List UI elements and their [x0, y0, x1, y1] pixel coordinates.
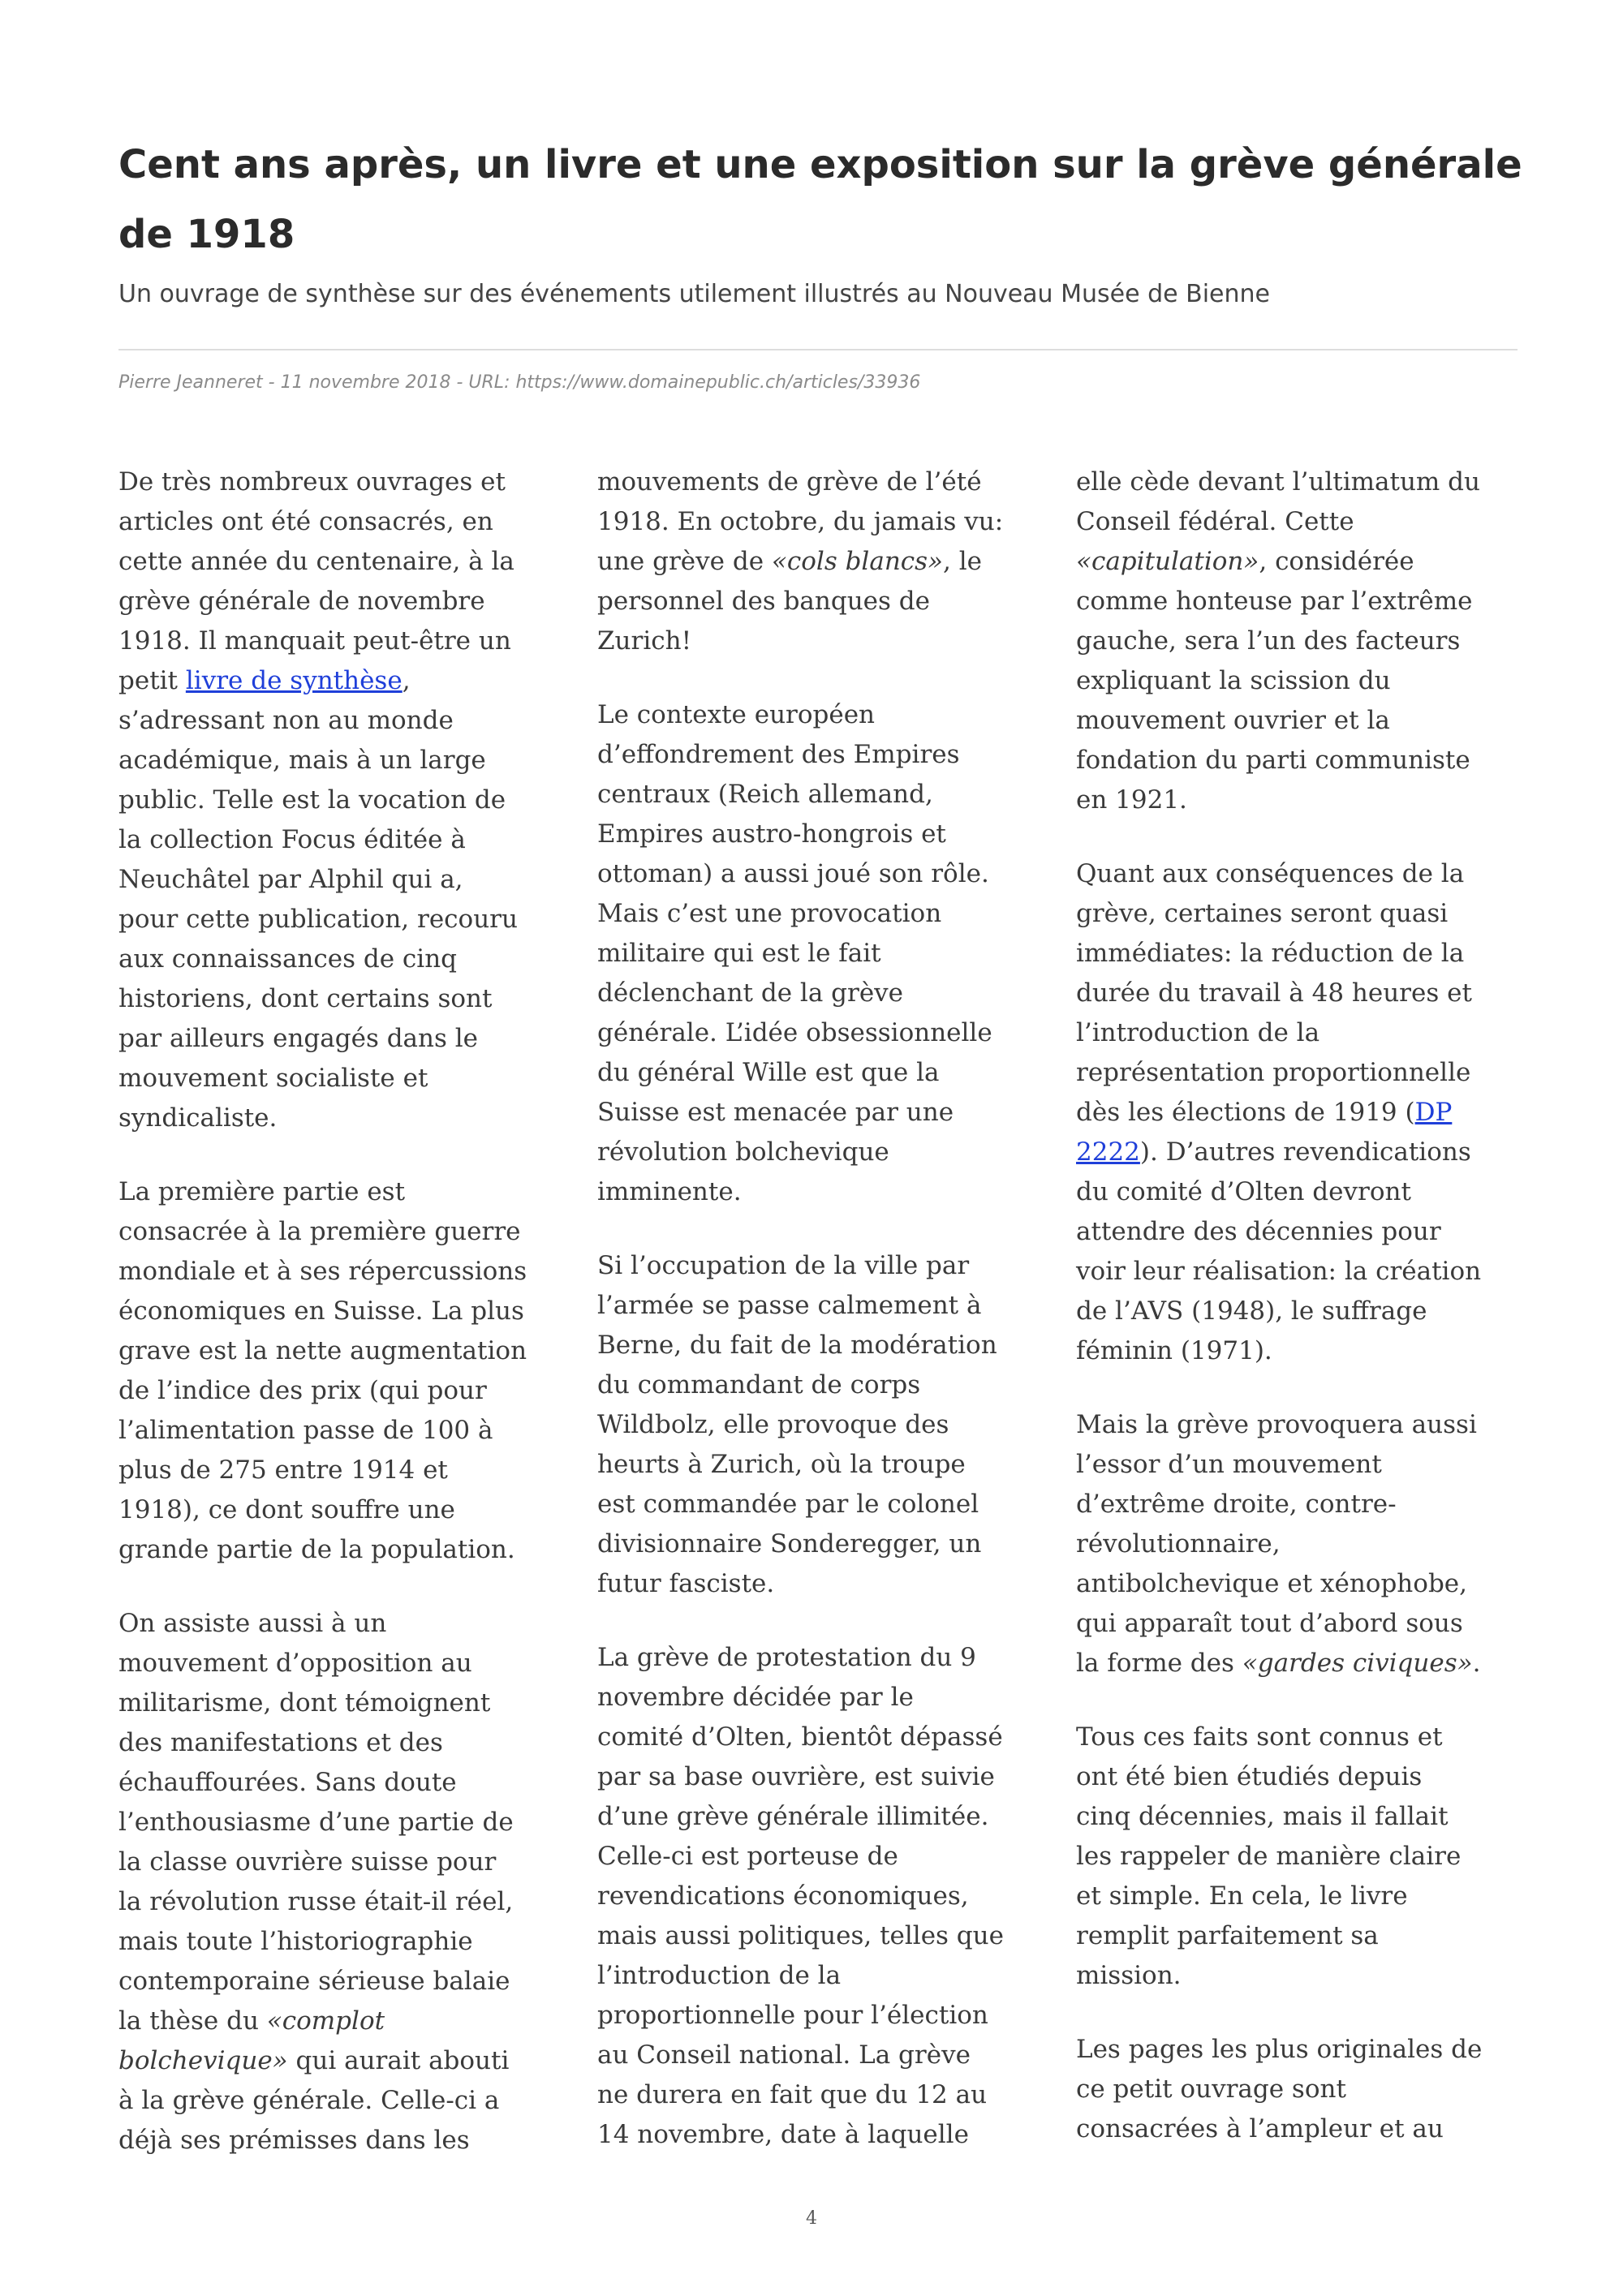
- text-fragment: la forme des: [1076, 1649, 1242, 1678]
- text-line: cinq décennies, mais il fallait: [1076, 1802, 1449, 1831]
- paragraph-gap: [118, 1570, 573, 1604]
- paragraph: [118, 462, 573, 1138]
- text-line: attendre des décennies pour: [1076, 1217, 1441, 1246]
- text-line: elle cède devant l’ultimatum du: [1076, 467, 1480, 497]
- text-line: la classe ouvrière suisse pour: [118, 1847, 497, 1877]
- text-line: ont été bien étudiés depuis: [1076, 1762, 1423, 1791]
- text-line: plus de 275 entre 1914 et: [118, 1455, 448, 1485]
- paragraph: [1076, 2030, 1530, 2149]
- text-line: mouvement socialiste et: [118, 1064, 428, 1093]
- text-line: [118, 2041, 573, 2081]
- paragraph-gap: [1076, 820, 1530, 854]
- paragraph: [597, 462, 1052, 661]
- text-line: imminente.: [597, 1177, 742, 1206]
- text-line: grève, certaines seront quasi: [1076, 899, 1449, 928]
- text-line: Wildbolz, elle provoque des: [597, 1410, 949, 1439]
- text-line: Les pages les plus originales de: [1076, 2035, 1483, 2064]
- text-line: échauffourées. Sans doute: [118, 1768, 457, 1797]
- emphasis-text: «complot: [266, 2006, 385, 2036]
- text-line: comme honteuse par l’extrême: [1076, 587, 1473, 616]
- emphasis-text: «capitulation»: [1076, 547, 1259, 576]
- text-line: mouvement ouvrier et la: [1076, 706, 1390, 735]
- text-line: proportionnelle pour l’élection: [597, 2001, 988, 2030]
- text-line: immédiates: la réduction de la: [1076, 939, 1465, 968]
- text-line: qui apparaît tout d’abord sous: [1076, 1609, 1463, 1638]
- text-line: fondation du parti communiste: [1076, 746, 1470, 775]
- text-line: aux connaissances de cinq: [118, 944, 458, 974]
- emphasis-text: «gardes civiques»: [1242, 1649, 1473, 1678]
- text-line: expliquant la scission du: [1076, 666, 1391, 695]
- paragraph-gap: [597, 1604, 1052, 1638]
- text-line: représentation proportionnelle: [1076, 1058, 1471, 1087]
- text-line: déjà ses prémisses dans les: [118, 2126, 470, 2155]
- paragraph: [597, 1638, 1052, 2155]
- text-line: La première partie est: [118, 1177, 406, 1206]
- text-line: Tous ces faits sont connus et: [1076, 1722, 1443, 1752]
- text-line: générale. L’idée obsessionnelle: [597, 1018, 992, 1047]
- article-subtitle: Un ouvrage de synthèse sur des événements utilement illustrés au Nouveau Musée de Bienne: [118, 280, 1270, 308]
- text-line: déclenchant de la grève: [597, 978, 904, 1008]
- paragraph: [1076, 854, 1530, 1371]
- text-line: heurts à Zurich, où la troupe: [597, 1450, 966, 1479]
- text-line: consacrées à l’ampleur et au: [1076, 2114, 1444, 2143]
- text-line: historiens, dont certains sont: [118, 984, 493, 1013]
- text-line: personnel des banques de: [597, 587, 930, 616]
- text-line: d’une grève générale illimitée.: [597, 1802, 989, 1831]
- text-line: de l’indice des prix (qui pour: [118, 1376, 487, 1405]
- text-fragment: petit: [118, 666, 186, 695]
- paragraph: [118, 1172, 573, 1570]
- emphasis-text: «cols blancs»: [771, 547, 944, 576]
- text-line: ce petit ouvrage sont: [1076, 2075, 1346, 2104]
- text-line: consacrée à la première guerre: [118, 1217, 521, 1246]
- text-line: révolutionnaire,: [1076, 1529, 1281, 1559]
- text-line: grave est la nette augmentation: [118, 1336, 527, 1365]
- text-line: militarisme, dont témoignent: [118, 1688, 491, 1718]
- text-line: syndicaliste.: [118, 1103, 278, 1133]
- text-line: Mais la grève provoquera aussi: [1076, 1410, 1477, 1439]
- text-line: pour cette publication, recouru: [118, 905, 518, 934]
- text-line: [597, 542, 1052, 582]
- text-column-3: [1076, 462, 1530, 2149]
- text-line: Empires austro-hongrois et: [597, 819, 946, 849]
- article-title-line-1: Cent ans après, un livre et une exposition sur la grève générale: [118, 142, 1522, 187]
- text-fragment: ,: [402, 666, 411, 695]
- text-fragment: qui aurait abouti: [287, 2046, 510, 2075]
- text-fragment: dès les élections de 1919 (: [1076, 1098, 1415, 1127]
- dp-2222-link[interactable]: DP: [1414, 1098, 1453, 1127]
- paragraph: [1076, 462, 1530, 820]
- text-line: du commandant de corps: [597, 1370, 921, 1400]
- text-line: grève générale de novembre: [118, 587, 485, 616]
- text-line: l’introduction de la: [597, 1961, 842, 1990]
- text-line: public. Telle est la vocation de: [118, 785, 506, 815]
- text-line: de l’AVS (1948), le suffrage: [1076, 1296, 1427, 1326]
- paragraph-gap: [597, 1212, 1052, 1246]
- text-line: [118, 2001, 573, 2041]
- paragraph-gap: [1076, 1683, 1530, 1718]
- text-line: futur fasciste.: [597, 1569, 775, 1598]
- text-line: mondiale et à ses répercussions: [118, 1257, 527, 1286]
- text-line: féminin (1971).: [1076, 1336, 1272, 1365]
- text-line: Neuchâtel par Alphil qui a,: [118, 865, 463, 894]
- text-line: gauche, sera l’un des facteurs: [1076, 626, 1461, 656]
- text-column-2: [597, 462, 1052, 2155]
- text-line: centraux (Reich allemand,: [597, 780, 933, 809]
- text-line: 1918. En octobre, du jamais vu:: [597, 507, 1004, 536]
- article-meta: Pierre Jeanneret - 11 novembre 2018 - URL: https://www.domainepublic.ch/articles/33936: [118, 372, 921, 393]
- text-line: De très nombreux ouvrages et: [118, 467, 506, 497]
- text-fragment: une grève de: [597, 547, 772, 576]
- text-line: novembre décidée par le: [597, 1683, 914, 1712]
- text-line: en 1921.: [1076, 785, 1187, 815]
- paragraph-gap: [597, 661, 1052, 695]
- text-line: est commandée par le colonel: [597, 1490, 979, 1519]
- paragraph-gap: [118, 1138, 573, 1172]
- text-line: Celle-ci est porteuse de: [597, 1842, 898, 1871]
- paragraph: [597, 695, 1052, 1212]
- text-line: l’alimentation passe de 100 à: [118, 1416, 493, 1445]
- article-title-line-2: de 1918: [118, 212, 295, 257]
- text-line: mouvements de grève de l’été: [597, 467, 982, 497]
- text-line: 1918. Il manquait peut-être un: [118, 626, 511, 656]
- text-line: Suisse est menacée par une: [597, 1098, 954, 1127]
- text-line: durée du travail à 48 heures et: [1076, 978, 1472, 1008]
- text-line: grande partie de la population.: [118, 1535, 515, 1564]
- paragraph: [1076, 1718, 1530, 1996]
- text-line: La grève de protestation du 9: [597, 1643, 976, 1672]
- header-divider: [118, 349, 1518, 350]
- text-line: militaire qui est le fait: [597, 939, 881, 968]
- text-line: révolution bolchevique: [597, 1137, 889, 1167]
- text-line: par ailleurs engagés dans le: [118, 1024, 479, 1053]
- text-line: cette année du centenaire, à la: [118, 547, 514, 576]
- text-line: articles ont été consacrés, en: [118, 507, 493, 536]
- text-line: 14 novembre, date à laquelle: [597, 2120, 969, 2149]
- text-line: la collection Focus éditée à: [118, 825, 466, 854]
- text-line: mais toute l’historiographie: [118, 1927, 473, 1956]
- text-line: [118, 661, 573, 701]
- text-line: On assiste aussi à un: [118, 1609, 387, 1638]
- text-line: mais aussi politiques, telles que: [597, 1921, 1004, 1950]
- text-line: d’effondrement des Empires: [597, 740, 960, 769]
- text-line: du comité d’Olten devront: [1076, 1177, 1411, 1206]
- text-line: revendications économiques,: [597, 1881, 969, 1911]
- text-line: Quant aux conséquences de la: [1076, 859, 1465, 888]
- text-line: remplit parfaitement sa: [1076, 1921, 1379, 1950]
- text-fragment: , considérée: [1259, 547, 1414, 576]
- text-line: divisionnaire Sonderegger, un: [597, 1529, 982, 1559]
- article-title: [118, 130, 1530, 269]
- text-line: mouvement d’opposition au: [118, 1649, 472, 1678]
- text-fragment: la thèse du: [118, 2006, 267, 2036]
- text-line: antibolchevique et xénophobe,: [1076, 1569, 1467, 1598]
- text-line: s’adressant non au monde: [118, 706, 454, 735]
- text-line: l’essor d’un mouvement: [1076, 1450, 1382, 1479]
- text-line: les rappeler de manière claire: [1076, 1842, 1462, 1871]
- text-line: des manifestations et des: [118, 1728, 443, 1757]
- text-line: Si l’occupation de la ville par: [597, 1251, 970, 1280]
- dp-2222-link-continued[interactable]: 2222: [1076, 1137, 1140, 1167]
- text-line: comité d’Olten, bientôt dépassé: [597, 1722, 1003, 1752]
- livre-de-synthese-link[interactable]: livre de synthèse: [185, 666, 403, 695]
- text-line: Mais c’est une provocation: [597, 899, 942, 928]
- text-line: Conseil fédéral. Cette: [1076, 507, 1354, 536]
- text-fragment: , le: [943, 547, 982, 576]
- paragraph: [1076, 1405, 1530, 1683]
- text-line: la révolution russe était-il réel,: [118, 1887, 514, 1916]
- text-line: ottoman) a aussi joué son rôle.: [597, 859, 989, 888]
- paragraph-gap: [1076, 1996, 1530, 2030]
- text-line: Berne, du fait de la modération: [597, 1331, 997, 1360]
- page-number: 4: [806, 2208, 817, 2229]
- paragraph: [118, 1604, 573, 2161]
- text-line: économiques en Suisse. La plus: [118, 1296, 524, 1326]
- text-line: contemporaine sérieuse balaie: [118, 1967, 510, 1996]
- text-line: du général Wille est que la: [597, 1058, 940, 1087]
- text-line: ne durera en fait que du 12 au: [597, 2080, 988, 2109]
- text-line: l’introduction de la: [1076, 1018, 1320, 1047]
- text-line: par sa base ouvrière, est suivie: [597, 1762, 995, 1791]
- text-line: l’armée se passe calmement à: [597, 1291, 982, 1320]
- text-line: Zurich!: [597, 626, 692, 656]
- text-column-1: [118, 462, 573, 2161]
- text-line: voir leur réalisation: la création: [1076, 1257, 1482, 1286]
- text-fragment: .: [1472, 1649, 1481, 1678]
- paragraph-gap: [1076, 1371, 1530, 1405]
- text-line: Le contexte européen: [597, 700, 876, 729]
- emphasis-text: bolchevique»: [118, 2046, 288, 2075]
- text-line: 1918), ce dont souffre une: [118, 1495, 455, 1524]
- text-line: académique, mais à un large: [118, 746, 486, 775]
- text-line: [1076, 1644, 1530, 1683]
- paragraph: [597, 1246, 1052, 1604]
- text-line: [1076, 1133, 1530, 1172]
- text-line: à la grève générale. Celle-ci a: [118, 2086, 500, 2115]
- text-fragment: ). D’autres revendications: [1139, 1137, 1471, 1167]
- text-line: l’enthousiasme d’une partie de: [118, 1808, 514, 1837]
- text-line: [1076, 1093, 1530, 1133]
- text-line: et simple. En cela, le livre: [1076, 1881, 1408, 1911]
- text-line: [1076, 542, 1530, 582]
- text-line: d’extrême droite, contre-: [1076, 1490, 1397, 1519]
- text-line: au Conseil national. La grève: [597, 2040, 971, 2070]
- text-line: mission.: [1076, 1961, 1182, 1990]
